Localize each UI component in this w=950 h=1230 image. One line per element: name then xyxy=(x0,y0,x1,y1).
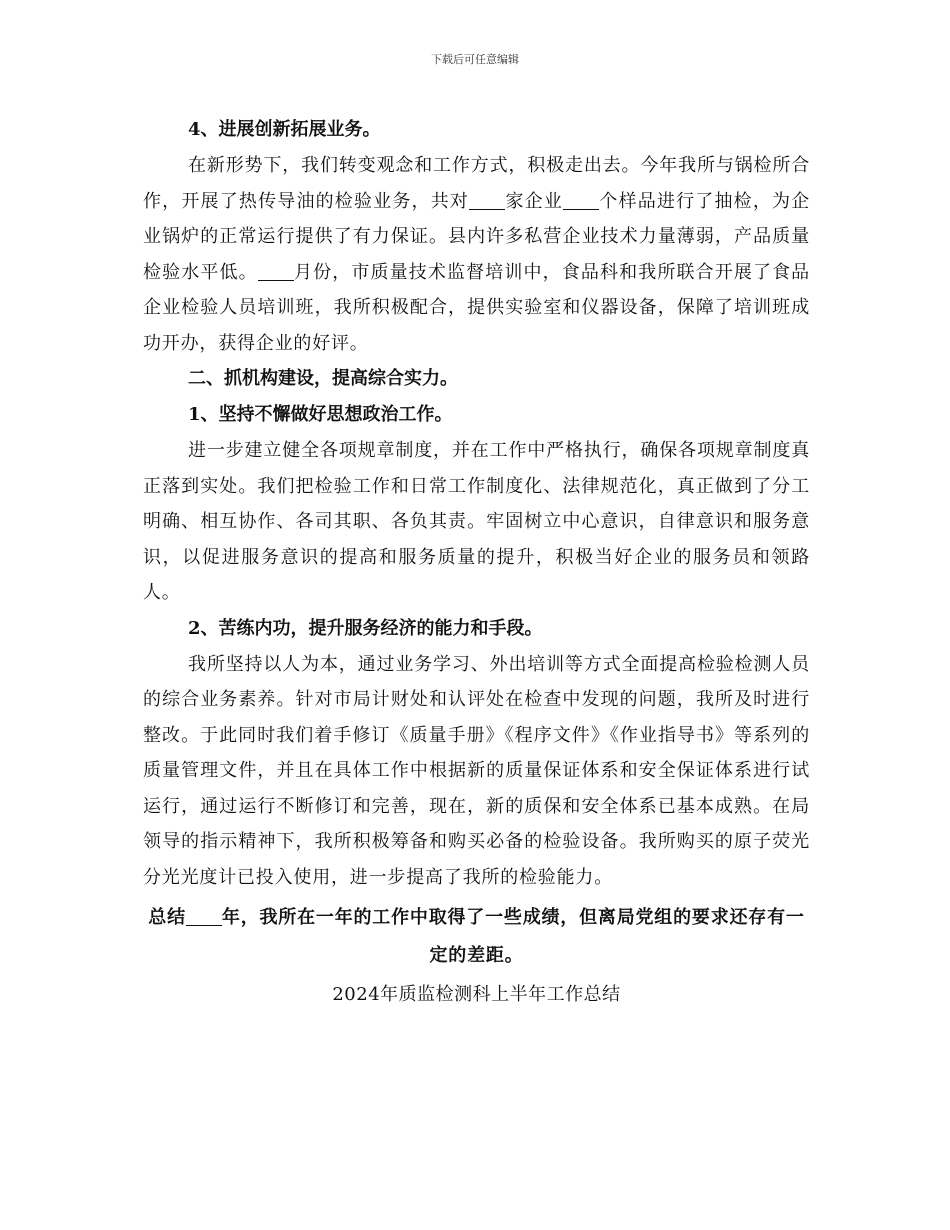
section-heading-2: 二、抓机构建设，提高综合实力。 xyxy=(188,368,458,389)
paragraph-training: 我所坚持以人为本，通过业务学习、外出培训等方式全面提高检验检测人员的综合业务素养。针对市局计财处和认评处在检查中发现的问题，我所及时进行整改。于此同时我们着手修订《质量手册》《程序文件》《作业指导书》等系列的质量管理文件，并且在具体工作中根据新的质量保证体系和安全保证体系进行试运行，通过运行不断修订和完善，现在，新的质保和安全体系已基本成熟。在局领导的指示精神下，我所积极筹备和购买必备的检验设备。我所购买的原子荧光分光光度计已投入使用，进一步提高了我所的检验能力。 xyxy=(143,653,810,888)
text-run: 在新形势下，我们转变观念和工作方式，积极走出去。今年我所与锅检所合作，开展了热传导油的检验业务，共对 xyxy=(143,155,810,212)
page-header: 下载后可任意编辑 xyxy=(431,53,519,66)
document-body xyxy=(143,112,810,1013)
blank-line xyxy=(258,262,294,281)
text-run: 年，我所在一年的工作中取得了一些成绩，但离局党组的要求还存有一定的差距。 xyxy=(221,907,805,966)
text-run: 月份，市质量技术监督培训中，食品科和我所联合开展了食品企业检验人员培训班，我所积极配合，提供实验室和仪器设备，保障了培训班成功开办，获得企业的好评。 xyxy=(143,261,810,354)
subsection-heading-1: 1、坚持不懈做好思想政治工作。 xyxy=(188,404,453,425)
text-run: 总结 xyxy=(148,907,186,928)
paragraph-rules: 进一步建立健全各项规章制度，并在工作中严格执行，确保各项规章制度真正落到实处。我们把检验工作和日常工作制度化、法律规范化，真正做到了分工明确、相互协作、各司其职、各负其责。牢固树立中心意识，自律意识和服务意识，以促进服务意识的提高和服务质量的提升，积极当好企业的服务员和领路人。 xyxy=(143,440,810,603)
blank-line xyxy=(186,907,222,926)
text-run: 个样品进行了抽检，为企业锅炉的正常运行提供了有力保证。县内许多私营企业技术力量薄弱，产品质量检验水平低。 xyxy=(143,190,810,283)
subsection-heading-2: 2、苦练内功，提升服务经济的能力和手段。 xyxy=(188,617,543,639)
summary-statement xyxy=(143,899,810,975)
section-heading-4: 4、进展创新拓展业务。 xyxy=(188,119,381,140)
blank-line xyxy=(469,191,505,210)
text-run: 家企业 xyxy=(505,190,563,212)
paragraph-innovation xyxy=(143,148,810,361)
next-document-title: 2024年质监检测科上半年工作总结 xyxy=(332,984,621,1005)
blank-line xyxy=(563,191,599,210)
